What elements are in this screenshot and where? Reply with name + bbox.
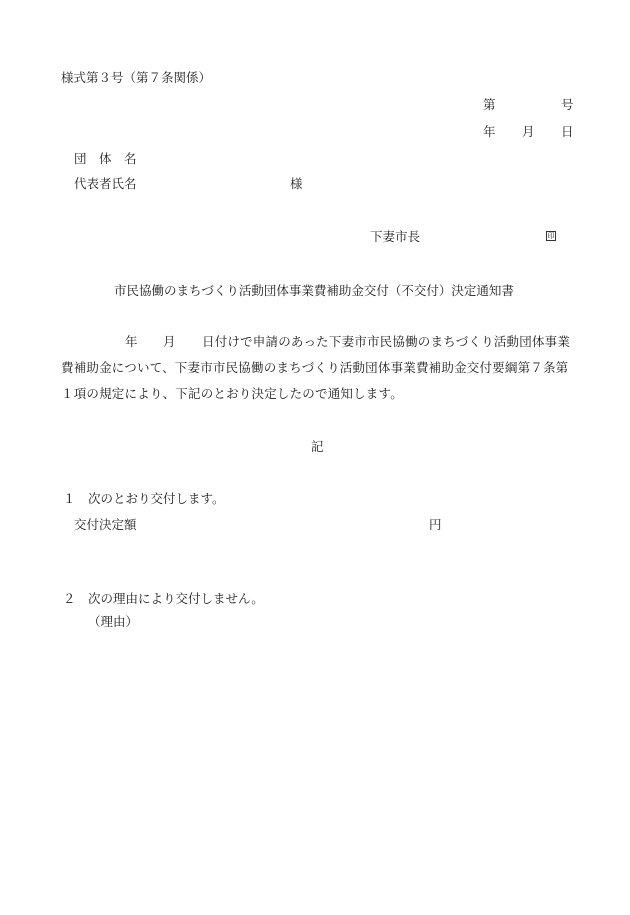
reason-label: （理由） (88, 614, 139, 629)
doc-number-prefix: 第 (483, 97, 496, 112)
body-month: 月 (163, 334, 176, 349)
doc-number-suffix: 号 (561, 97, 574, 112)
document-title: 市民協働のまちづくり活動団体事業費補助金交付（不交付）決定通知書 (114, 283, 514, 298)
representative-name-label: 代表者氏名 (74, 176, 137, 191)
item2-heading: ２ 次の理由により交付しません。 (63, 591, 264, 606)
date-day: 日 (561, 124, 574, 139)
amount-label: 交付決定額 (74, 517, 137, 532)
body-line-3: １項の規定により、下記のとおり決定したので通知します。 (61, 386, 403, 401)
date-year: 年 (483, 124, 496, 139)
item1-heading: １ 次のとおり交付します。 (63, 491, 225, 506)
amount-unit: 円 (429, 517, 442, 532)
body-line-1: 日付けで申請のあった下妻市市民協働のまちづくり活動団体事業 (202, 334, 571, 349)
form-number: 様式第３号（第７条関係） (61, 70, 212, 85)
date-month: 月 (522, 124, 535, 139)
body-year: 年 (125, 334, 138, 349)
ki-heading: 記 (311, 439, 324, 454)
seal-icon: 印 (547, 232, 555, 240)
honorific: 様 (290, 176, 303, 191)
body-line-2: 費補助金について、下妻市市民協働のまちづくり活動団体事業費補助金交付要綱第７条第 (61, 360, 569, 375)
issuer-title: 下妻市長 (370, 229, 421, 244)
group-name-label: 団 体 名 (74, 151, 137, 166)
